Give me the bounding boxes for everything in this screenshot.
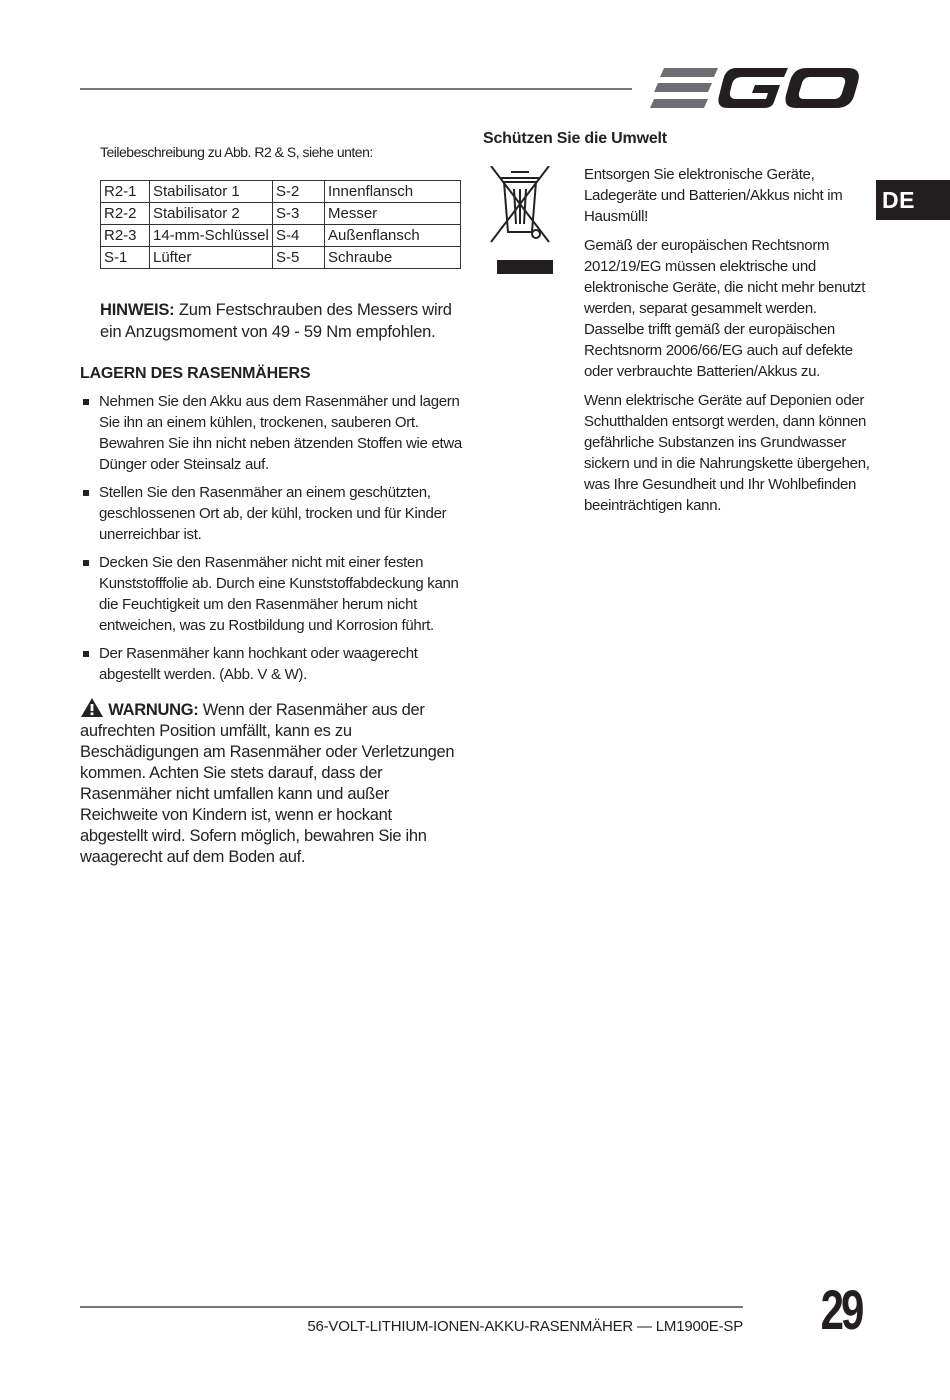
part-name: Außenflansch	[325, 225, 461, 247]
environment-paragraph: Entsorgen Sie elektronische Geräte, Ladegeräte und Batterien/Akkus nicht im Hausmüll!	[584, 166, 843, 225]
part-code: S-3	[273, 203, 325, 225]
part-code: S-5	[273, 247, 325, 269]
part-name: Messer	[325, 203, 461, 225]
footer-rule	[80, 1306, 743, 1308]
environment-paragraph: Gemäß der europäischen Rechtsnorm 2012/19/EG müssen elektrische und elektronische Geräte, die nicht mehr benutzt werden, separat gesammelt werden. Dasselbe trifft gemäß der europäischen Rechtsnorm 2006/66/EG auch auf defekte oder verbrauchte Batterien/Akkus zu.	[584, 237, 866, 380]
parts-table	[100, 180, 461, 269]
list-item-text: Decken Sie den Rasenmäher nicht mit einer festen Kunststofffolie ab. Durch eine Kunststoffabdeckung kann die Feuchtigkeit um den Rasenmäher herum nicht entweichen, was zu Rostbildung und Korrosion führt.	[99, 554, 459, 634]
warning-text: Wenn der Rasenmäher aus der aufrechten Position umfällt, kann es zu Beschädigungen am Rasenmäher oder Verletzungen kommen. Achten Sie stets darauf, dass der Rasenmäher nicht umfallen kann und außer Reichweite von Kindern ist, wenn er hockant abgestellt wird. Sofern möglich, bewahren Sie ihn waagerecht auf dem Boden auf.	[80, 701, 455, 866]
bullet-square-icon	[83, 560, 89, 566]
environment-text	[584, 164, 873, 516]
header-rule	[80, 88, 632, 90]
right-column	[483, 130, 873, 524]
warning-triangle-icon	[80, 697, 104, 718]
part-name: Stabilisator 1	[150, 181, 273, 203]
table-row	[101, 203, 461, 225]
list-item	[80, 552, 462, 636]
list-item	[80, 391, 462, 475]
page-number: 29	[820, 1278, 862, 1341]
list-item-text: Der Rasenmäher kann hochkant oder waagerecht abgestellt werden. (Abb. V & W).	[99, 645, 418, 683]
part-name: Stabilisator 2	[150, 203, 273, 225]
footer-title: 56-VOLT-LITHIUM-IONEN-AKKU-RASENMÄHER — LM1900E-SP	[307, 1318, 743, 1335]
hint-note	[100, 299, 462, 343]
list-item-text: Stellen Sie den Rasenmäher an einem geschützten, geschlossenen Ort ab, der kühl, trocken und für Kinder unerreichbar ist.	[99, 484, 447, 543]
table-row	[101, 247, 461, 269]
list-item-text: Nehmen Sie den Akku aus dem Rasenmäher und lagern Sie ihn an einem kühlen, trockenen, sauberen Ort. Bewahren Sie ihn nicht neben ätzenden Stoffen wie etwa Dünger oder Steinsalz auf.	[99, 393, 462, 473]
bullet-square-icon	[83, 651, 89, 657]
hint-label: HINWEIS:	[100, 301, 175, 319]
environment-heading: Schützen Sie die Umwelt	[483, 130, 667, 147]
part-name: Innenflansch	[325, 181, 461, 203]
table-row	[101, 181, 461, 203]
warning-note	[80, 697, 462, 868]
part-code: S-1	[101, 247, 150, 269]
part-code: R2-2	[101, 203, 150, 225]
environment-section	[483, 164, 873, 516]
left-column	[80, 140, 462, 868]
part-code: R2-1	[101, 181, 150, 203]
part-name: 14-mm-Schlüssel	[150, 225, 273, 247]
ego-logo	[650, 64, 862, 112]
list-item	[80, 482, 462, 545]
parts-table-caption: Teilebeschreibung zu Abb. R2 & S, siehe unten:	[100, 144, 373, 160]
bullet-square-icon	[83, 490, 89, 496]
part-code: S-4	[273, 225, 325, 247]
list-item	[80, 643, 462, 685]
part-code: R2-3	[101, 225, 150, 247]
table-row	[101, 225, 461, 247]
part-name: Lüfter	[150, 247, 273, 269]
warning-label: WARNUNG:	[108, 701, 199, 719]
part-code: S-2	[273, 181, 325, 203]
part-name: Schraube	[325, 247, 461, 269]
storage-list	[80, 391, 462, 685]
environment-paragraph: Wenn elektrische Geräte auf Deponien oder Schutthalden entsorgt werden, dann können gefährliche Substanzen ins Grundwasser sickern und in die Nahrungskette übergehen, was Ihre Gesundheit und Ihr Wohlbefinden beeinträchtigen kann.	[584, 392, 870, 514]
crossed-out-wheelie-bin-icon	[489, 166, 553, 278]
bullet-square-icon	[83, 399, 89, 405]
storage-heading: LAGERN DES RASENMÄHERS	[80, 365, 311, 382]
hint-text: Zum Festschrauben des Messers wird ein Anzugsmoment von 49 - 59 Nm empfohlen.	[100, 301, 452, 341]
language-tab: DE	[876, 180, 950, 220]
